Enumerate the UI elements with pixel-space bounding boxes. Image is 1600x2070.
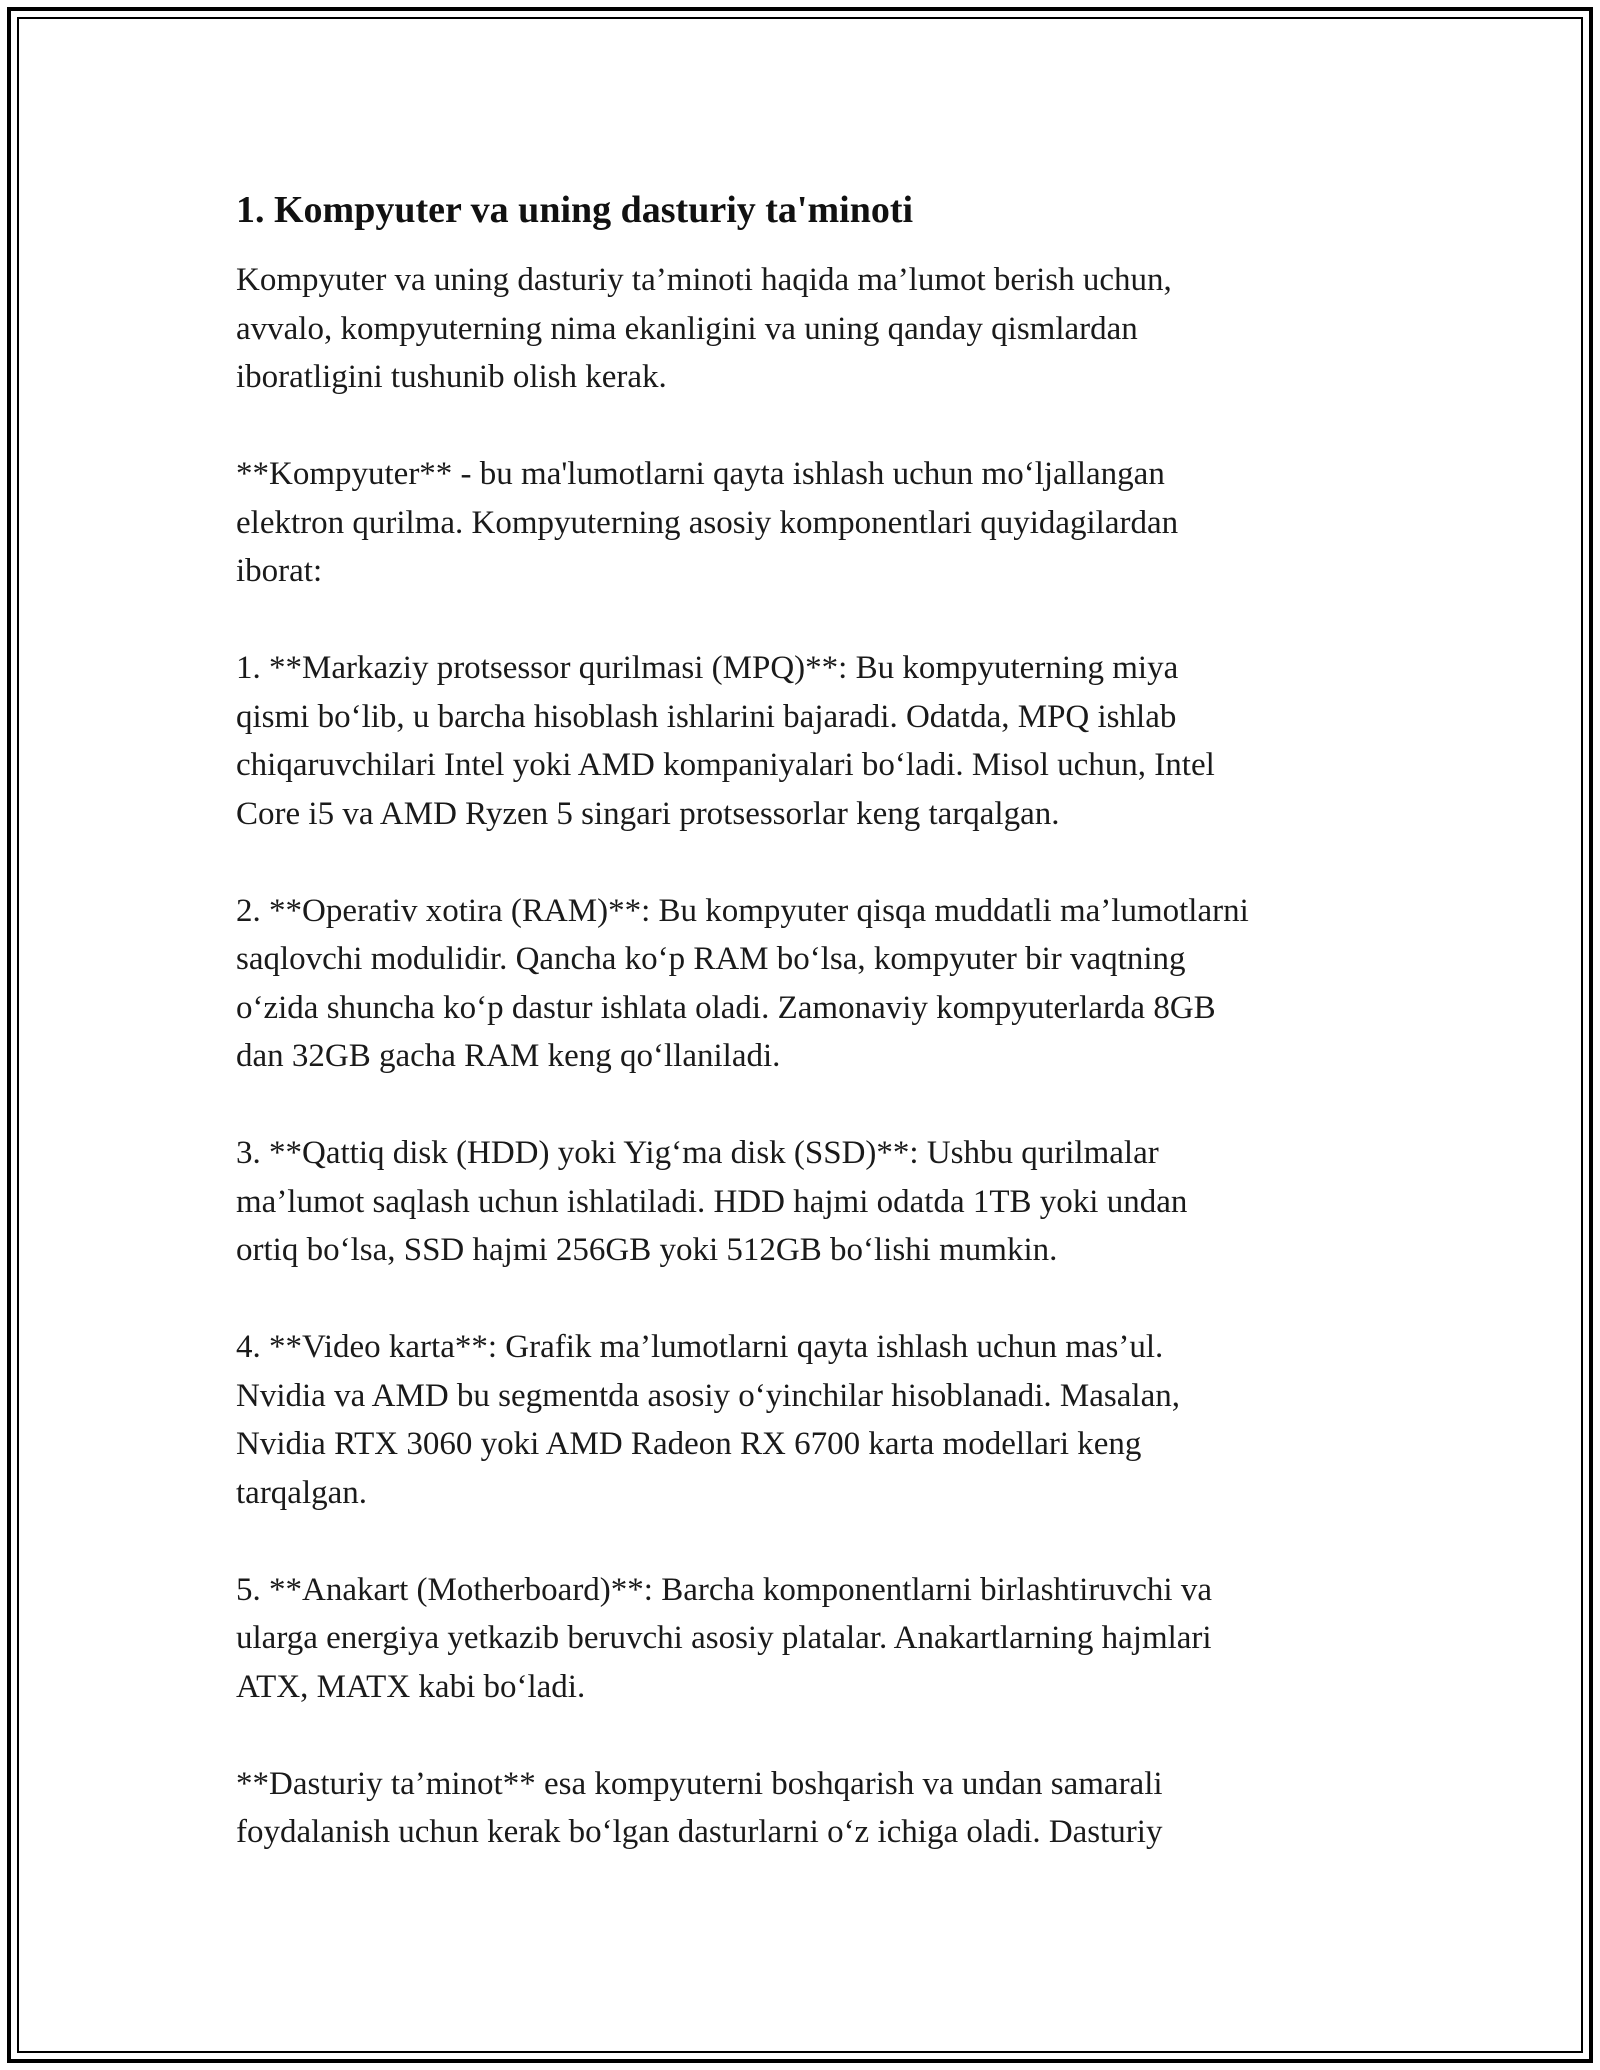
text-line: **Dasturiy ta’minot** esa kompyuterni boshqarish va undan samarali — [236, 1765, 1163, 1802]
paragraph-intro — [236, 256, 1416, 402]
paragraph-item-motherboard — [236, 1566, 1416, 1712]
text-line: Nvidia RTX 3060 yoki AMD Radeon RX 6700 karta modellari keng — [236, 1426, 1142, 1462]
text-line: 2. **Operativ xotira (RAM)**: Bu kompyuter qisqa muddatli ma’lumotlarni — [236, 892, 1249, 929]
text-line: Kompyuter va uning dasturiy ta’minoti haqida ma’lumot berish uchun, — [236, 262, 1172, 298]
text-line: 3. **Qattiq disk (HDD) yoki Yig‘ma disk (SSD)**: Ushbu qurilmalar — [236, 1135, 1159, 1171]
paragraph-software — [236, 1760, 1416, 1857]
section-heading: 1. Kompyuter va uning dasturiy ta'minoti — [236, 189, 914, 231]
text-line: iboratligini tushunib olish kerak. — [236, 359, 667, 395]
text-line: tarqalgan. — [236, 1474, 368, 1511]
text-line: ma’lumot saqlash uchun ishlatiladi. HDD hajmi odatda 1TB yoki undan — [236, 1183, 1188, 1220]
document-page — [236, 186, 1416, 1905]
text-line: **Kompyuter** - bu ma'lumotlarni qayta ishlash uchun mo‘ljallangan — [236, 456, 1165, 492]
text-line: ATX, MATX kabi bo‘ladi. — [236, 1668, 586, 1705]
paragraph-item-video-card — [236, 1323, 1416, 1517]
paragraph-item-cpu — [236, 644, 1416, 838]
text-line: qismi bo‘lib, u barcha hisoblash ishlarini bajaradi. Odatda, MPQ ishlab — [236, 698, 1177, 735]
text-line: 1. **Markaziy protsessor qurilmasi (MPQ)**: Bu kompyuterning miya — [236, 650, 1179, 686]
paragraph-computer-definition — [236, 450, 1416, 596]
text-line: 5. **Anakart (Motherboard)**: Barcha komponentlarni birlashtiruvchi va — [236, 1571, 1212, 1608]
text-line: chiqaruvchilari Intel yoki AMD kompaniyalari bo‘ladi. Misol uchun, Intel — [236, 747, 1215, 783]
text-line: elektron qurilma. Kompyuterning asosiy komponentlari quyidagilardan — [236, 504, 1179, 541]
text-line: Core i5 va AMD Ryzen 5 singari protsessorlar keng tarqalgan. — [236, 795, 1060, 832]
paragraph-item-ram — [236, 887, 1416, 1081]
text-line: avvalo, kompyuterning nima ekanligini va uning qanday qismlardan — [236, 310, 1138, 347]
text-line: Nvidia va AMD bu segmentda asosiy o‘yinchilar hisoblanadi. Masalan, — [236, 1377, 1180, 1414]
paragraph-item-storage — [236, 1129, 1416, 1275]
text-line: ularga energiya yetkazib beruvchi asosiy platalar. Anakartlarning hajmlari — [236, 1620, 1212, 1656]
text-line: 4. **Video karta**: Grafik ma’lumotlarni qayta ishlash uchun mas’ul. — [236, 1329, 1164, 1365]
text-line: saqlovchi modulidir. Qancha ko‘p RAM bo‘lsa, kompyuter bir vaqtning — [236, 941, 1186, 977]
text-line: foydalanish uchun kerak bo‘lgan dasturlarni o‘z ichiga oladi. Dasturiy — [236, 1814, 1163, 1850]
text-line: ortiq bo‘lsa, SSD hajmi 256GB yoki 512GB bo‘lishi mumkin. — [236, 1232, 1058, 1268]
text-line: o‘zida shuncha ko‘p dastur ishlata oladi. Zamonaviy kompyuterlarda 8GB — [236, 989, 1216, 1026]
text-line: iborat: — [236, 553, 323, 589]
text-line: dan 32GB gacha RAM keng qo‘llaniladi. — [236, 1038, 781, 1074]
